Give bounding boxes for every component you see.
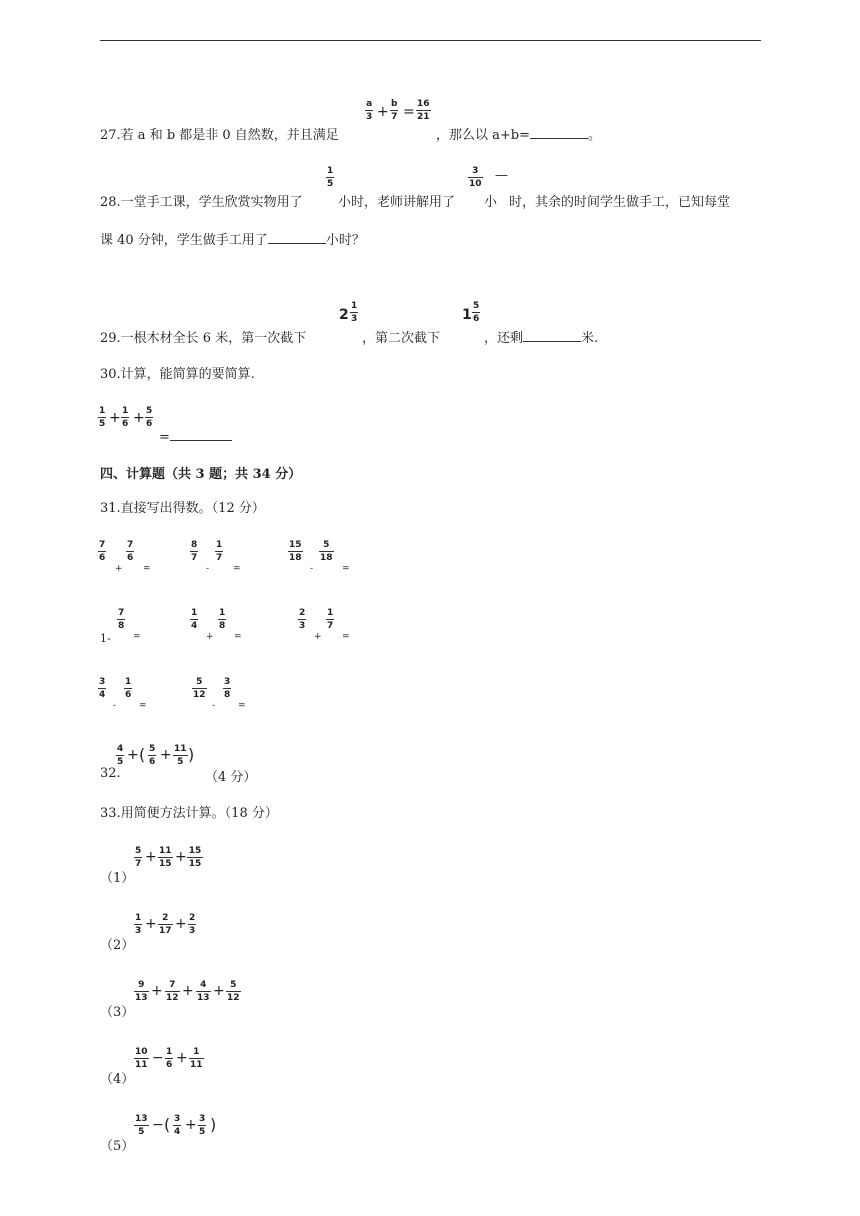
q31-item1-op: +: [115, 564, 123, 574]
q33-part3-plus-2: +: [182, 983, 194, 999]
q31-item5-eq: =: [234, 632, 242, 642]
q33-part3-label: （3）: [100, 1005, 135, 1020]
q33-part3-frac-1: 9 13: [135, 980, 148, 1003]
q31-item7-frac-a: 3 4: [99, 677, 106, 700]
q27-plus: +: [377, 104, 389, 120]
q33-part5-left-paren: (: [164, 1115, 171, 1134]
q28-fraction-b: 3 10: [469, 166, 482, 189]
q28-answer-blank[interactable]: [268, 231, 326, 244]
q30-text: 30.计算，能简算的要简算.: [100, 367, 255, 382]
q28-text-a: 28.一堂手工课，学生欣赏实物用了: [100, 195, 303, 210]
q33-part5-right-paren: ): [210, 1115, 217, 1134]
q29-text-a: 29.一根木材全长 6 米，第一次截下: [100, 331, 307, 346]
q33-part3-plus-3: +: [213, 983, 225, 999]
q33-part4-frac-1: 10 11: [135, 1047, 148, 1070]
q33-part4-label: （4）: [100, 1072, 135, 1087]
q31-item2-frac-b: 1 7: [216, 540, 223, 563]
q33-part1-plus-2: +: [175, 849, 187, 865]
q31-item4-lead: 1-: [100, 632, 111, 645]
q33-part5-frac-1: 13 5: [135, 1114, 148, 1137]
q27-text-a: 27.若 a 和 b 都是非 0 自然数，并且满足: [100, 128, 339, 143]
q27-equals: =: [403, 104, 415, 120]
q33-part5-label: （5）: [100, 1139, 135, 1154]
q33-part1-plus-1: +: [145, 849, 157, 865]
q31-item3-frac-a: 15 18: [289, 540, 302, 563]
q31-item7-frac-b: 1 6: [125, 677, 132, 700]
q32-fraction-1: 4 5: [117, 744, 124, 767]
q32-score: （4 分）: [205, 770, 257, 785]
q31-item1-frac-b: 7 6: [127, 540, 134, 563]
q27-fraction-b: b 7: [391, 99, 398, 122]
q33-part4-frac-3: 1 11: [190, 1047, 203, 1070]
q33-part3-frac-3: 4 13: [197, 980, 210, 1003]
q30-fraction-2: 1 6: [122, 406, 129, 429]
q33-part1-frac-1: 5 7: [135, 846, 142, 869]
q32-plus-1: +: [127, 747, 139, 763]
q31-item8-frac-a: 5 12: [193, 677, 206, 700]
q30-fraction-3: 5 6: [146, 406, 153, 429]
q29-mixed-frac-2: 5 6: [473, 301, 480, 324]
q32-fraction-3: 11 5: [174, 744, 187, 767]
q33-part1-frac-2: 11 15: [159, 846, 172, 869]
q33-part2-frac-2: 2 17: [159, 913, 172, 936]
q33-part2-label: （2）: [100, 938, 135, 953]
q28-dash: —: [495, 168, 508, 183]
q29-mixed-whole-1: 2: [339, 307, 349, 323]
q29-text-c: ，还剩 米.: [484, 331, 599, 346]
q31-item5-frac-b: 1 8: [219, 608, 226, 631]
q29-mixed-frac-1: 1 3: [351, 301, 358, 324]
q33-part2-frac-3: 2 3: [189, 913, 196, 936]
header-rule: [100, 40, 761, 41]
q33-part1-frac-3: 15 15: [188, 846, 202, 869]
q33-part3-plus-1: +: [151, 983, 163, 999]
q31-item2-eq: =: [233, 564, 241, 574]
q31-item3-frac-b: 5 18: [320, 540, 333, 563]
q31-item2-frac-a: 8 7: [191, 540, 198, 563]
q33-text: 33.用简便方法计算。（18 分）: [100, 806, 278, 821]
q31-item8-eq: =: [238, 701, 246, 711]
q31-item1-eq: =: [143, 564, 151, 574]
q33-part1-label: （1）: [100, 871, 135, 886]
q31-text: 31.直接写出得数。（12 分）: [100, 501, 265, 516]
q31-item7-eq: =: [139, 701, 147, 711]
q31-item6-frac-a: 2 3: [299, 608, 306, 631]
q29-answer-blank[interactable]: [523, 329, 581, 342]
q27-text-b: ，那么以 a+b= 。: [436, 128, 602, 143]
q33-part3-frac-4: 5 12: [227, 980, 240, 1003]
q32-right-paren: ): [188, 745, 195, 764]
q31-item8-frac-b: 3 8: [224, 677, 231, 700]
q31-item4-eq: =: [133, 632, 141, 642]
q31-item6-eq: =: [342, 632, 350, 642]
q33-part4-frac-2: 1 6: [166, 1047, 173, 1070]
q29-text-b: ，第二次截下: [362, 331, 441, 346]
q31-item5-op: +: [206, 632, 214, 642]
q33-part5-plus: +: [185, 1117, 197, 1133]
q27-fraction-a: a 3: [366, 99, 373, 122]
q29-mixed-whole-2: 1: [462, 307, 472, 323]
section-heading: 四、计算题（共 3 题；共 34 分）: [100, 467, 302, 482]
q33-part2-plus-1: +: [145, 916, 157, 932]
q32-left-paren: (: [139, 745, 146, 764]
q31-item6-frac-b: 1 7: [327, 608, 334, 631]
q30-answer-blank[interactable]: [170, 428, 232, 441]
q33-part5-minus: −: [152, 1117, 164, 1133]
q31-item1-frac-a: 7 6: [99, 540, 106, 563]
q31-item6-op: +: [314, 632, 322, 642]
q30-plus-2: +: [133, 410, 145, 426]
q31-item3-eq: =: [342, 564, 350, 574]
q31-item4-frac-b: 7 8: [118, 608, 125, 631]
q33-part4-minus: −: [152, 1050, 164, 1066]
q28-fraction-a: 1 5: [327, 166, 334, 189]
q30-answer: =: [159, 428, 232, 445]
q32-label: 32.: [100, 766, 121, 781]
q27-fraction-c: 16 21: [417, 99, 430, 122]
q31-item7-op: -: [113, 701, 117, 711]
q32-fraction-2: 5 6: [149, 744, 156, 767]
q33-part5-frac-2: 3 4: [174, 1114, 181, 1137]
q31-item8-op: -: [212, 701, 216, 711]
q28-text-c: 小: [484, 195, 498, 210]
q33-part5-frac-3: 3 5: [199, 1114, 206, 1137]
q33-part4-plus: +: [176, 1050, 188, 1066]
q31-item5-frac-a: 1 4: [191, 608, 198, 631]
q33-part3-frac-2: 7 12: [166, 980, 179, 1003]
q28-text-b: 小时，老师讲解用了: [338, 195, 456, 210]
q27-answer-blank[interactable]: [530, 126, 588, 139]
q33-part2-frac-1: 1 3: [135, 913, 142, 936]
q31-item2-op: -: [206, 564, 210, 574]
q28-text-d: 时，其余的时间学生做手工，已知每堂: [509, 195, 731, 210]
q32-plus-2: +: [160, 747, 172, 763]
q30-plus-1: +: [109, 410, 121, 426]
q30-fraction-1: 1 5: [99, 406, 106, 429]
q28-line2: 课 40 分钟，学生做手工用了 小时？: [100, 233, 365, 248]
q33-part2-plus-2: +: [175, 916, 187, 932]
q31-item3-op: -: [310, 564, 314, 574]
